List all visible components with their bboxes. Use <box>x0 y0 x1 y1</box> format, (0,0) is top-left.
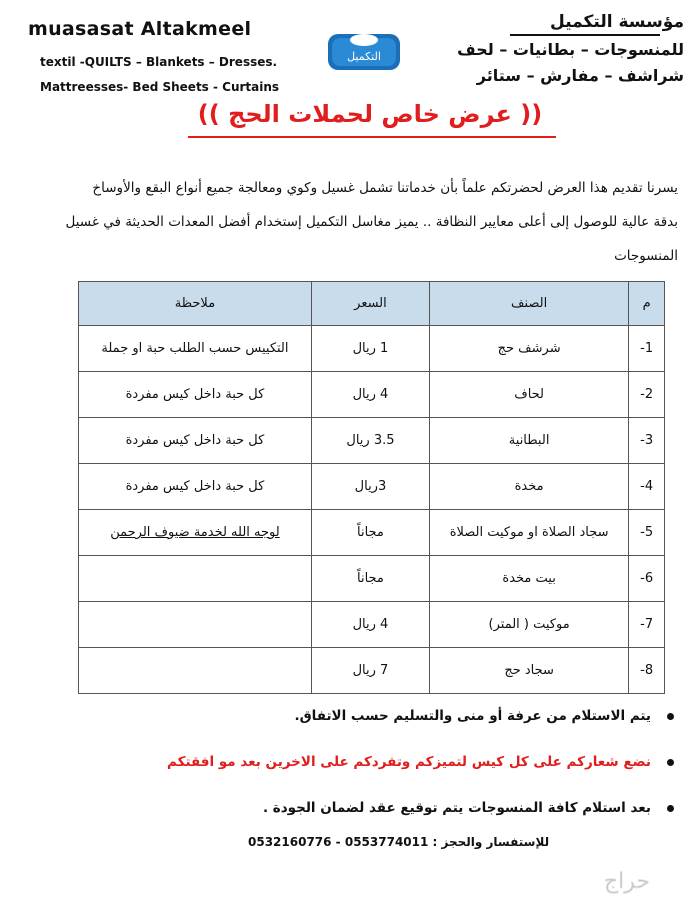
offer-title: (( عرض خاص لحملات الحج )) <box>197 100 543 128</box>
row-item: سجاد الصلاة او موكيت الصلاة <box>429 510 628 556</box>
row-note <box>79 556 312 602</box>
bullet-icon <box>667 713 674 720</box>
row-number: 6- <box>629 556 665 602</box>
term-logo: نضع شعاركم على كل كيس لتميزكم وتفردكم على الاخرين بعد مو افقتكم <box>167 754 651 770</box>
haraj-watermark <box>572 866 682 894</box>
table-row <box>79 464 665 510</box>
row-price: مجاناً <box>311 510 429 556</box>
row-note <box>79 648 312 694</box>
table-row <box>79 372 665 418</box>
intro-line-2: بدقة عالية للوصول إلى أعلى معايير النظافة .. يميز مغاسل التكميل إستخدام أفضل المعدات الحديثة في غسيل <box>65 214 678 230</box>
row-price: 4 ريال <box>311 602 429 648</box>
row-number: 8- <box>629 648 665 694</box>
row-price: 4 ريال <box>311 372 429 418</box>
table-row <box>79 556 665 602</box>
row-note: كل حبة داخل كيس مفردة <box>79 418 312 464</box>
contact-line: للإستفسار والحجز : 0553774011 - 0532160776 <box>248 835 550 849</box>
company-name-en: muasasat Altakmeel <box>28 18 252 40</box>
header-price: السعر <box>311 282 429 326</box>
row-item: موكيت ( المتر) <box>429 602 628 648</box>
row-note: التكييس حسب الطلب حبة او جملة <box>79 326 312 372</box>
services-line-ar-2: شراشف – مفارش – ستائر <box>476 66 684 85</box>
table-row <box>79 510 665 556</box>
intro-line-1: يسرنا تقديم هذا العرض لحضرتكم علماً بأن خدماتنا تشمل غسيل وكوي ومعالجة جميع أنواع البقع والأوساخ <box>92 180 678 196</box>
row-item: البطانية <box>429 418 628 464</box>
table-header-row <box>79 282 665 326</box>
table-row <box>79 648 665 694</box>
row-number: 2- <box>629 372 665 418</box>
price-table <box>78 281 665 694</box>
term-pickup: يتم الاستلام من عرفة أو منى والتسليم حسب الاتفاق. <box>294 708 651 724</box>
bullet-icon <box>667 759 674 766</box>
list-item <box>263 800 674 816</box>
list-item <box>167 754 674 770</box>
header-number: م <box>629 282 665 326</box>
row-price: 1 ريال <box>311 326 429 372</box>
row-number: 1- <box>629 326 665 372</box>
row-item: لحاف <box>429 372 628 418</box>
company-name-underline <box>510 34 660 36</box>
row-note <box>79 602 312 648</box>
row-item: شرشف حج <box>429 326 628 372</box>
table-row <box>79 602 665 648</box>
row-price: مجاناً <box>311 556 429 602</box>
row-number: 7- <box>629 602 665 648</box>
row-price: 3ريال <box>311 464 429 510</box>
table-row <box>79 326 665 372</box>
company-name-ar: مؤسسة التكميل <box>550 12 684 32</box>
term-contract: بعد استلام كافة المنسوجات يتم توقيع عقد لضمان الجودة . <box>262 800 651 816</box>
header-note: ملاحظة <box>79 282 312 326</box>
row-price: 7 ريال <box>311 648 429 694</box>
row-note: كل حبة داخل كيس مفردة <box>79 464 312 510</box>
list-item <box>294 708 674 724</box>
intro-line-3: المنسوجات <box>614 248 678 264</box>
row-item: بيت مخدة <box>429 556 628 602</box>
offer-title-underline <box>188 136 556 138</box>
bullet-icon <box>667 805 674 812</box>
logo-text: التكميل <box>347 50 381 63</box>
watermark-text: حراج <box>603 869 651 894</box>
row-number: 5- <box>629 510 665 556</box>
row-item: مخدة <box>429 464 628 510</box>
row-note: لوجه الله لخدمة ضيوف الرحمن <box>79 510 312 556</box>
company-logo <box>326 28 402 76</box>
table-row <box>79 418 665 464</box>
row-price: 3.5 ريال <box>311 418 429 464</box>
row-number: 3- <box>629 418 665 464</box>
header-item: الصنف <box>429 282 628 326</box>
row-note: كل حبة داخل كيس مفردة <box>79 372 312 418</box>
services-line-ar-1: للمنسوجات – بطانيات – لحف <box>457 40 684 59</box>
services-line-en-2: Mattreesses- Bed Sheets - Curtains <box>40 80 280 94</box>
row-number: 4- <box>629 464 665 510</box>
services-line-en-1: textil -QUILTS – Blankets – Dresses. <box>40 55 278 69</box>
row-item: سجاد حج <box>429 648 628 694</box>
